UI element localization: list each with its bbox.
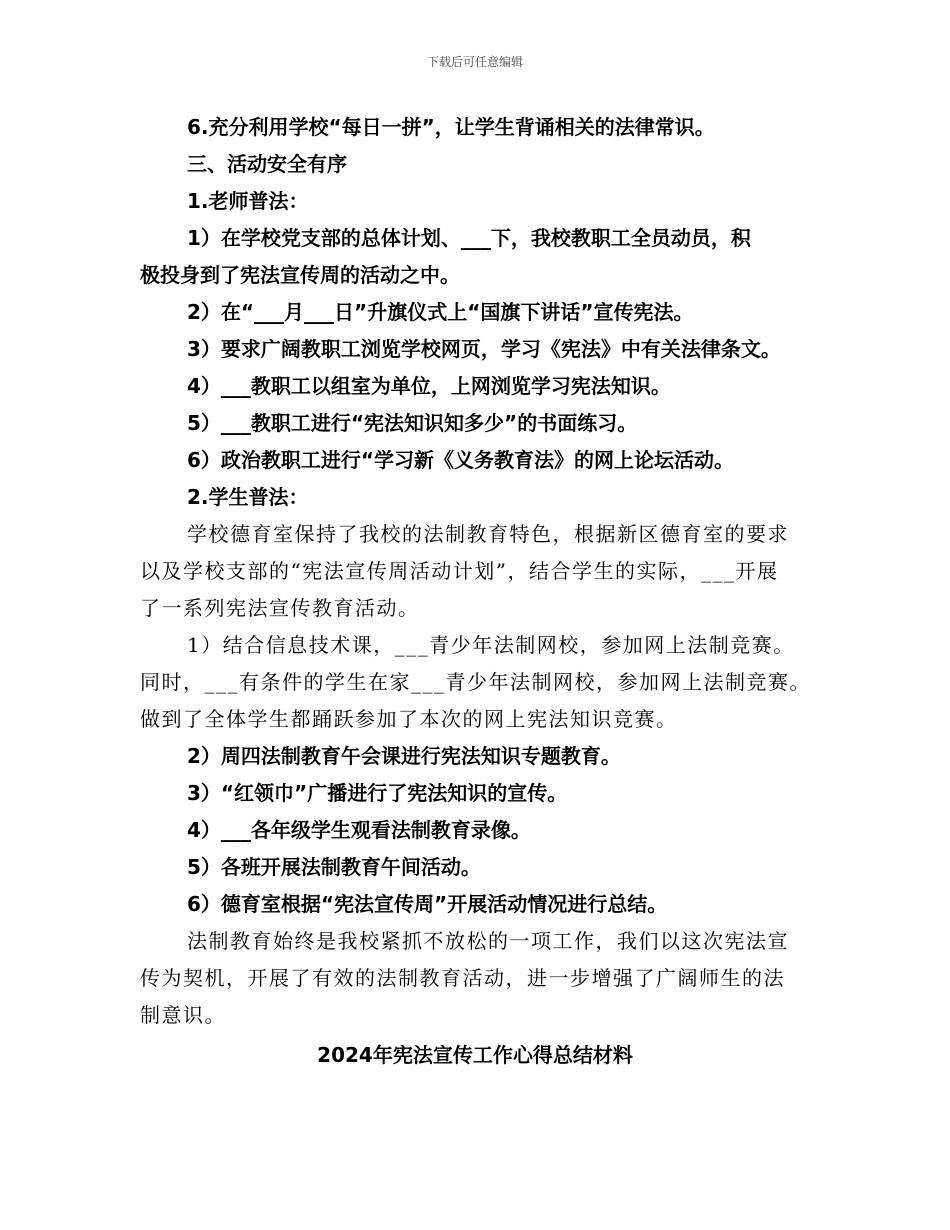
paragraph-line: 制意识。 <box>140 1003 226 1027</box>
paragraph-line: 6）德育室根据“宪法宣传周”开展活动情况进行总结。 <box>187 892 668 916</box>
paragraph-line: 5）___教职工进行“宪法知识知多少”的书面练习。 <box>187 411 638 435</box>
section-heading: 三、活动安全有序 <box>187 152 347 176</box>
paragraph-line: 2）周四法制教育午会课进行宪法知识专题教育。 <box>187 744 621 768</box>
paragraph-line: 传为契机，开展了有效的法制教育活动，进一步增强了广阔师生的法 <box>140 966 785 990</box>
paragraph-line: 极投身到了宪法宣传周的活动之中。 <box>140 263 460 287</box>
paragraph-line: 学校德育室保持了我校的法制教育特色，根据新区德育室的要求 <box>187 522 789 546</box>
paragraph-line: 4）___教职工以组室为单位，上网浏览学习宪法知识。 <box>187 374 671 398</box>
paragraph-line: 4）___各年级学生观看法制教育录像。 <box>187 818 531 842</box>
paragraph-line: 6.充分利用学校“每日一拼”，让学生背诵相关的法律常识。 <box>187 115 715 139</box>
paragraph-line: 1）在学校党支部的总体计划、___下，我校教职工全员动员，积 <box>187 226 751 250</box>
paragraph-line: 2）在“___月___日”升旗仪式上“国旗下讲话”宣传宪法。 <box>187 300 694 324</box>
paragraph-line: 5）各班开展法制教育午间活动。 <box>187 855 481 879</box>
document-title: 2024年宪法宣传工作心得总结材料 <box>317 1043 633 1067</box>
paragraph-line: 1）结合信息技术课，___青少年法制网校，参加网上法制竞赛。 <box>187 633 795 657</box>
page-header: 下载后可任意编辑 <box>426 55 523 69</box>
paragraph-line: 做到了全体学生都踊跃参加了本次的网上宪法知识竞赛。 <box>140 707 678 731</box>
subsection-heading: 2.学生普法： <box>187 485 309 509</box>
paragraph-line: 3）要求广阔教职工浏览学校网页，学习《宪法》中有关法律条文。 <box>187 337 781 361</box>
paragraph-line: 法制教育始终是我校紧抓不放松的一项工作，我们以这次宪法宣 <box>187 929 789 953</box>
paragraph-line: 了一系列宪法宣传教育活动。 <box>140 596 420 620</box>
paragraph-line: 6）政治教职工进行“学习新《义务教育法》的网上论坛活动。 <box>187 448 735 472</box>
paragraph-line: 以及学校支部的“宪法宣传周活动计划”，结合学生的实际，___开展 <box>140 559 779 583</box>
subsection-heading: 1.老师普法： <box>187 189 309 213</box>
paragraph-line: 同时，___有条件的学生在家___青少年法制网校，参加网上法制竞赛。 <box>140 670 811 694</box>
paragraph-line: 3）“红领巾”广播进行了宪法知识的宣传。 <box>187 781 568 805</box>
